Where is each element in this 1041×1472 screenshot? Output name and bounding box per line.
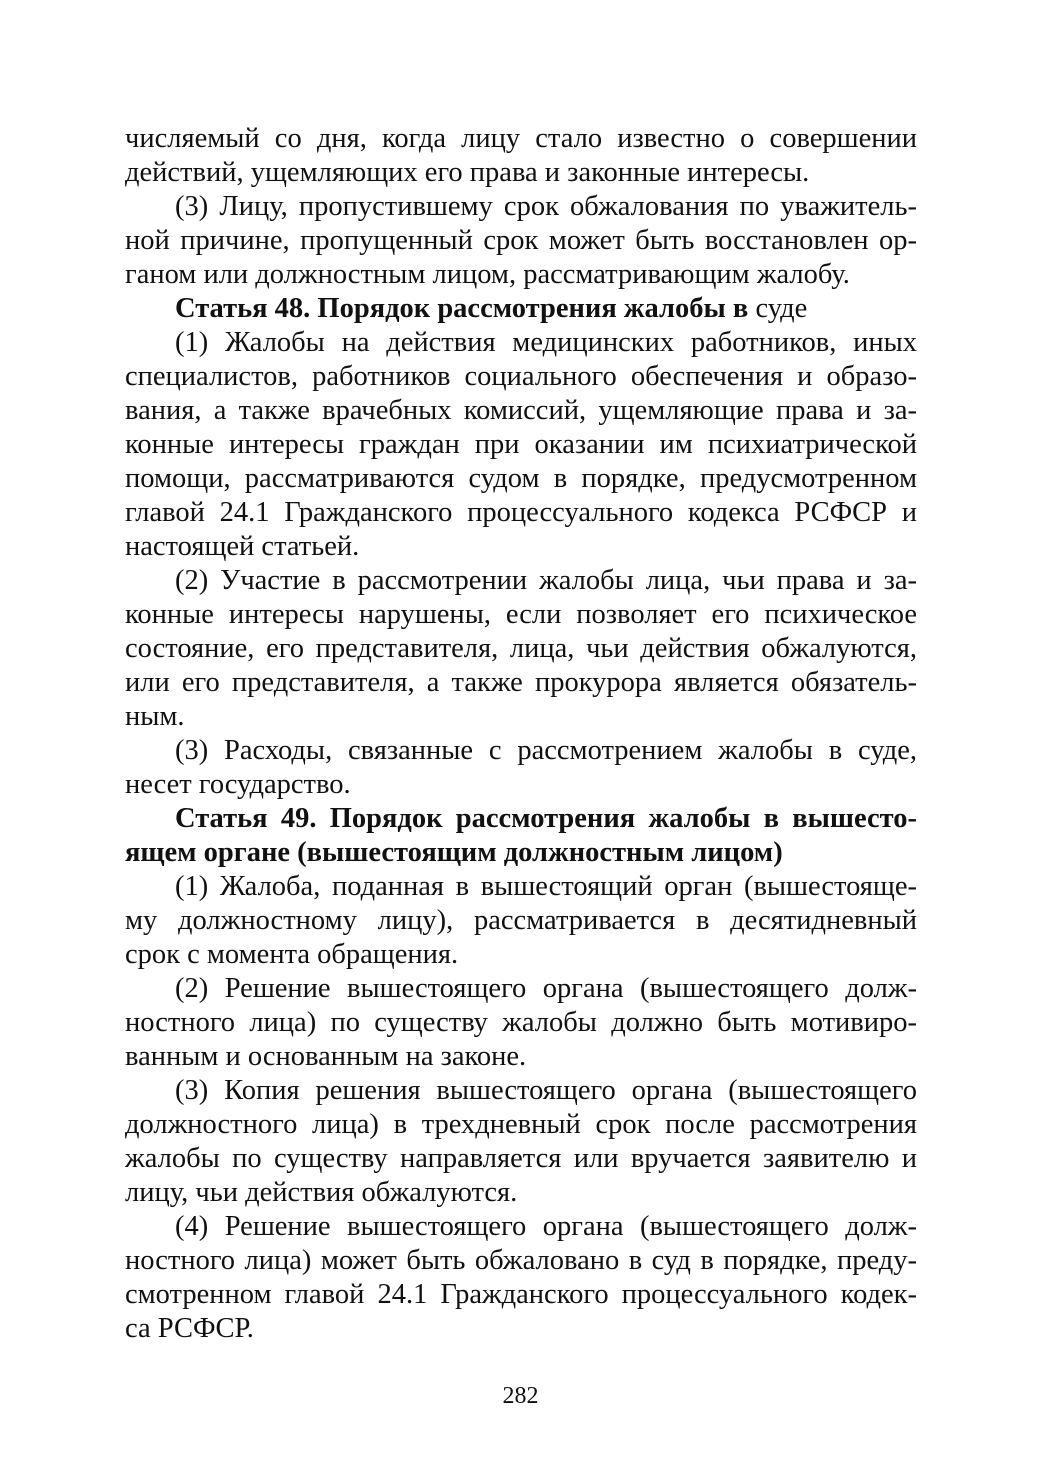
text-line: (4) Решение вышестоящего органа (вышестоящего долж- bbox=[175, 1211, 917, 1242]
page-body bbox=[125, 122, 917, 1346]
text-line: ванным и основанным на законе. bbox=[125, 1041, 527, 1072]
article-49-heading: Статья 49. Порядок рассмотрения жалобы в вышесто- bbox=[175, 803, 917, 834]
text-line: ным. bbox=[125, 701, 185, 732]
text-line: или его представителя, а также прокурора является обязатель- bbox=[125, 667, 917, 698]
article-48-heading bbox=[125, 292, 917, 326]
article-48-heading-bold: Статья 48. Порядок рассмотрения жалобы в bbox=[175, 293, 749, 324]
text-line: му должностному лицу), рассматривается в десятидневный bbox=[125, 905, 917, 936]
text-line: (3) Копия решения вышестоящего органа (вышестоящего bbox=[175, 1075, 917, 1106]
text-line: са РСФСР. bbox=[125, 1313, 254, 1344]
text-line: лицу, чьи действия обжалуются. bbox=[125, 1177, 518, 1208]
text-line: специалистов, работников социального обеспечения и образо- bbox=[125, 361, 917, 392]
page-number: 282 bbox=[502, 1383, 539, 1409]
text-line: (3) Лицу, пропустившему срок обжалования по уважитель- bbox=[175, 191, 917, 222]
text-line: (2) Решение вышестоящего органа (вышестоящего долж- bbox=[175, 973, 917, 1004]
text-line: должностного лица) в трехдневный срок после рассмотрения bbox=[125, 1109, 917, 1140]
text-line: (1) Жалобы на действия медицинских работников, иных bbox=[175, 327, 917, 358]
text-line: состояние, его представителя, лица, чьи действия обжалуются, bbox=[125, 633, 917, 664]
text-line: числяемый со дня, когда лицу стало известно о совершении bbox=[125, 123, 917, 154]
text-line: главой 24.1 Гражданского процессуального кодекса РСФСР и bbox=[125, 497, 917, 528]
text-line: несет государство. bbox=[125, 769, 351, 800]
text-line: помощи, рассматриваются судом в порядке, предусмотренном bbox=[125, 463, 917, 494]
text-line: ностного лица) может быть обжаловано в суд в порядке, преду- bbox=[125, 1245, 917, 1276]
text-line: срок с момента обращения. bbox=[125, 939, 459, 970]
text-line: ностного лица) по существу жалобы должно быть мотивиро- bbox=[125, 1007, 917, 1038]
article-48-heading-tail: суде bbox=[755, 293, 808, 324]
article-49-heading-cont: ящем органе (вышестоящим должностным лицом) bbox=[125, 837, 783, 868]
text-line: вания, а также врачебных комиссий, ущемляющие права и за- bbox=[125, 395, 917, 426]
text-line: конные интересы нарушены, если позволяет его психическое bbox=[125, 599, 917, 630]
text-line: смотренном главой 24.1 Гражданского процессуального кодек- bbox=[125, 1279, 917, 1310]
text-line: (2) Участие в рассмотрении жалобы лица, чьи права и за- bbox=[175, 565, 917, 596]
text-line: ганом или должностным лицом, рассматривающим жалобу. bbox=[125, 259, 850, 290]
text-line: конные интересы граждан при оказании им психиатрической bbox=[125, 429, 917, 460]
text-line: (1) Жалоба, поданная в вышестоящий орган (вышестояще- bbox=[175, 871, 917, 902]
text-line: настоящей статьей. bbox=[125, 531, 360, 562]
text-line: действий, ущемляющих его права и законные интересы. bbox=[125, 157, 810, 188]
text-line: жалобы по существу направляется или вручается заявителю и bbox=[125, 1143, 917, 1174]
text-line: ной причине, пропущенный срок может быть восстановлен ор- bbox=[125, 225, 917, 256]
text-line: (3) Расходы, связанные с рассмотрением жалобы в суде, bbox=[175, 735, 917, 766]
